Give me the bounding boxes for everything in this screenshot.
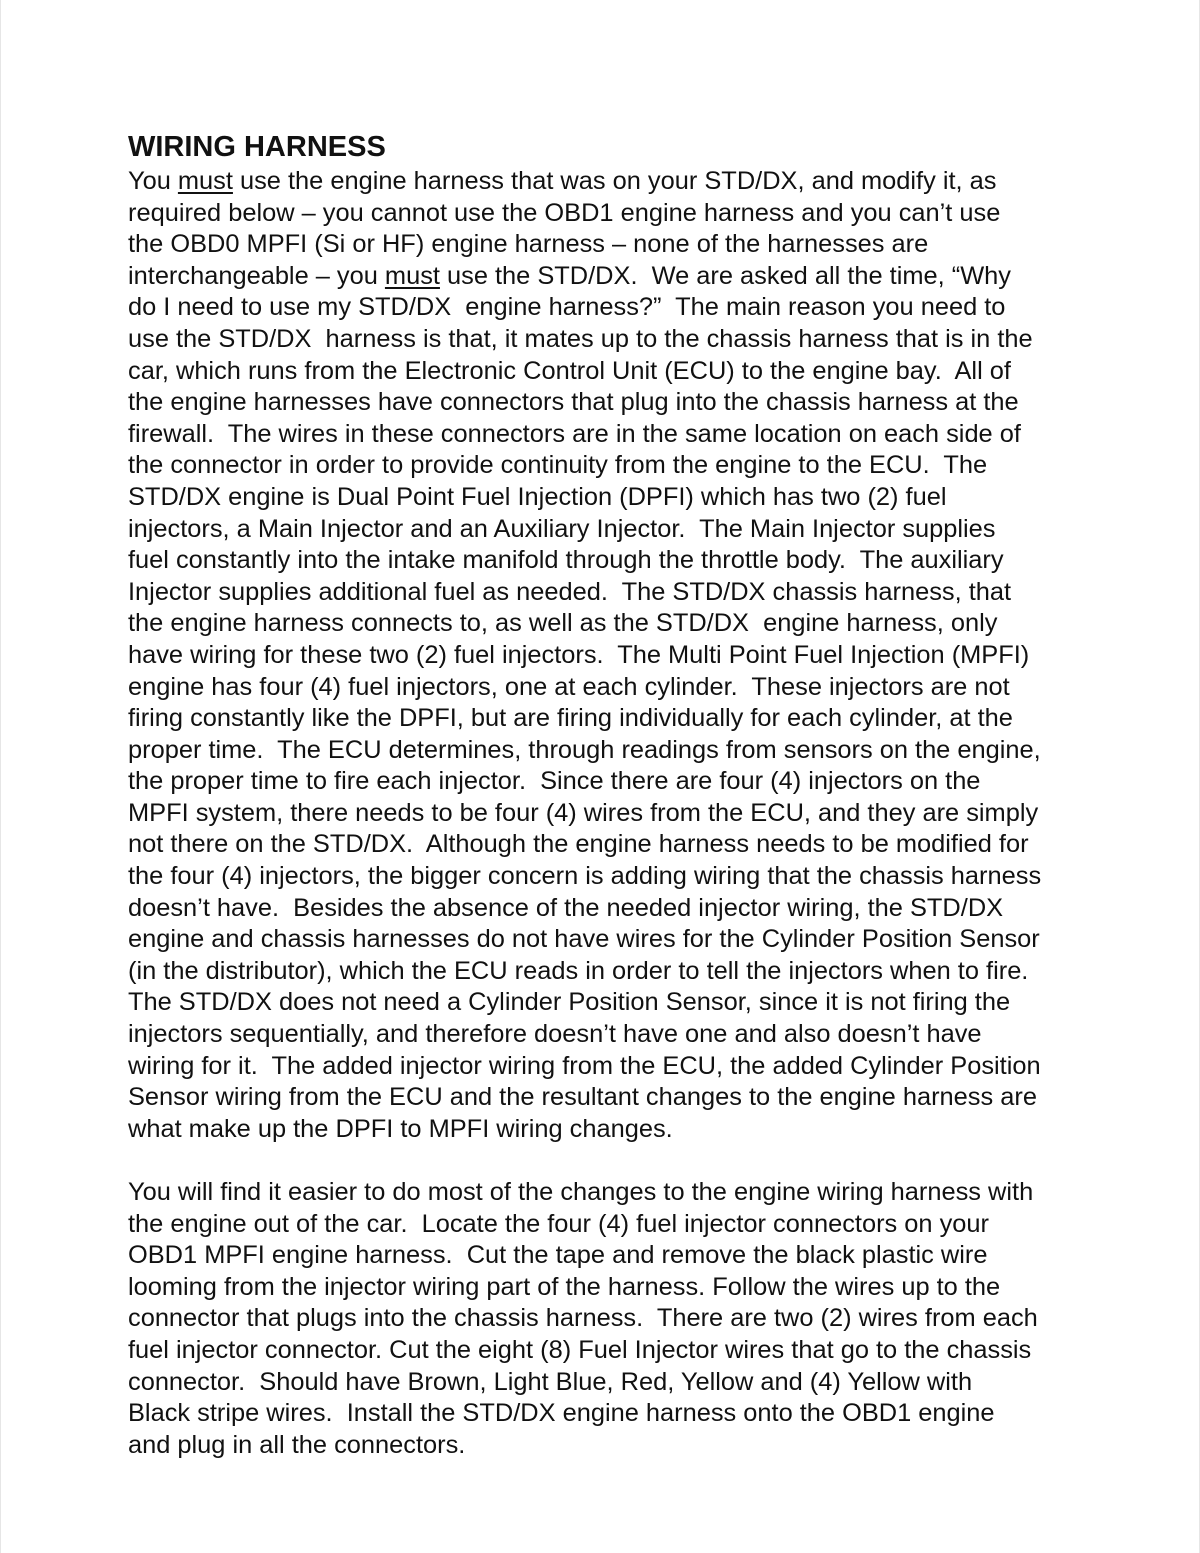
text-line: You will find it easier to do most of the changes to the engine wiring harness with — [128, 1178, 1034, 1206]
text-line: the engine out of the car. Locate the four (4) fuel injector connectors on your — [128, 1209, 989, 1238]
text-line: the four (4) injectors, the bigger concern is adding wiring that the chassis harness — [128, 862, 1042, 891]
text-line: not there on the STD/DX. Although the engine harness needs to be modified for — [128, 830, 1029, 859]
text-line: car, which runs from the Electronic Control Unit (ECU) to the engine bay. All of — [128, 356, 1011, 385]
text-line: do I need to use my STD/DX engine harness?” The main reason you need to — [128, 293, 1006, 322]
text-line — [128, 261, 1128, 293]
text-line: engine and chassis harnesses do not have wires for the Cylinder Position Sensor — [128, 925, 1040, 954]
text-line: Sensor wiring from the ECU and the resultant changes to the engine harness are — [128, 1083, 1037, 1112]
text-line: Injector supplies additional fuel as needed. The STD/DX chassis harness, that — [128, 577, 1012, 606]
text-line: required below – you cannot use the OBD1 engine harness and you can’t use — [128, 198, 1001, 227]
text-line: firewall. The wires in these connectors are in the same location on each side of — [128, 419, 1021, 448]
text-line: OBD1 MPFI engine harness. Cut the tape and remove the black plastic wire — [128, 1241, 988, 1270]
text-line: firing constantly like the DPFI, but are firing individually for each cylinder, at the — [128, 704, 1013, 733]
text-line: engine has four (4) fuel injectors, one at each cylinder. These injectors are not — [128, 672, 1010, 701]
text-line: what make up the DPFI to MPFI wiring changes. — [128, 1114, 673, 1143]
text-line: the proper time to fire each injector. Since there are four (4) injectors on the — [128, 767, 981, 796]
text-line: the OBD0 MPFI (Si or HF) engine harness – none of the harnesses are — [128, 230, 929, 259]
paragraph-2 — [128, 1177, 1128, 1461]
text-line: the engine harness connects to, as well as the STD/DX engine harness, only — [128, 609, 998, 638]
text-line: Black stripe wires. Install the STD/DX engine harness onto the OBD1 engine — [128, 1399, 995, 1428]
document-content — [128, 128, 1128, 1461]
text-line: proper time. The ECU determines, through readings from sensors on the engine, — [128, 735, 1041, 764]
underlined-emphasis: must — [384, 261, 440, 290]
text-line: fuel constantly into the intake manifold through the throttle body. The auxiliary — [128, 546, 1004, 575]
text-line: and plug in all the connectors. — [128, 1430, 466, 1459]
text-line: injectors, a Main Injector and an Auxiliary Injector. The Main Injector supplies — [128, 514, 996, 543]
text-line: (in the distributor), which the ECU reads in order to tell the injectors when to fire. — [128, 956, 1029, 985]
text-segment: use the engine harness that was on your STD/DX, and modify it, as — [232, 167, 997, 195]
text-line: The STD/DX does not need a Cylinder Position Sensor, since it is not firing the — [128, 988, 1011, 1017]
text-line: doesn’t have. Besides the absence of the needed injector wiring, the STD/DX — [128, 893, 1004, 922]
text-line: the connector in order to provide continuity from the engine to the ECU. The — [128, 451, 988, 480]
section-heading: WIRING HARNESS — [128, 131, 386, 163]
text-line: injectors sequentially, and therefore doesn’t have one and also doesn’t have — [128, 1020, 982, 1049]
text-segment: You — [128, 167, 178, 195]
text-line: use the STD/DX harness is that, it mates up to the chassis harness that is in the — [128, 324, 1033, 353]
text-segment: interchangeable – you — [128, 261, 385, 290]
underlined-emphasis: must — [177, 167, 233, 195]
text-line: have wiring for these two (2) fuel injectors. The Multi Point Fuel Injection (MPFI) — [128, 640, 1030, 669]
paragraph-gap — [128, 1145, 1128, 1177]
text-line: looming from the injector wiring part of the harness. Follow the wires up to the — [128, 1272, 1001, 1301]
text-line: MPFI system, there needs to be four (4) wires from the ECU, and they are simply — [128, 798, 1039, 827]
text-line: wiring for it. The added injector wiring from the ECU, the added Cylinder Position — [128, 1051, 1041, 1080]
text-line: the engine harnesses have connectors that plug into the chassis harness at the — [128, 388, 1019, 417]
text-line: STD/DX engine is Dual Point Fuel Injection (DPFI) which has two (2) fuel — [128, 482, 947, 511]
text-line: connector. Should have Brown, Light Blue, Red, Yellow and (4) Yellow with — [128, 1367, 973, 1396]
text-line: connector that plugs into the chassis harness. There are two (2) wires from each — [128, 1304, 1038, 1333]
text-line — [128, 166, 1128, 198]
paragraph-1 — [128, 166, 1128, 1145]
text-line: fuel injector connector. Cut the eight (8) Fuel Injector wires that go to the chassis — [128, 1335, 1032, 1364]
text-segment: use the STD/DX. We are asked all the time, “Why — [439, 261, 1011, 290]
